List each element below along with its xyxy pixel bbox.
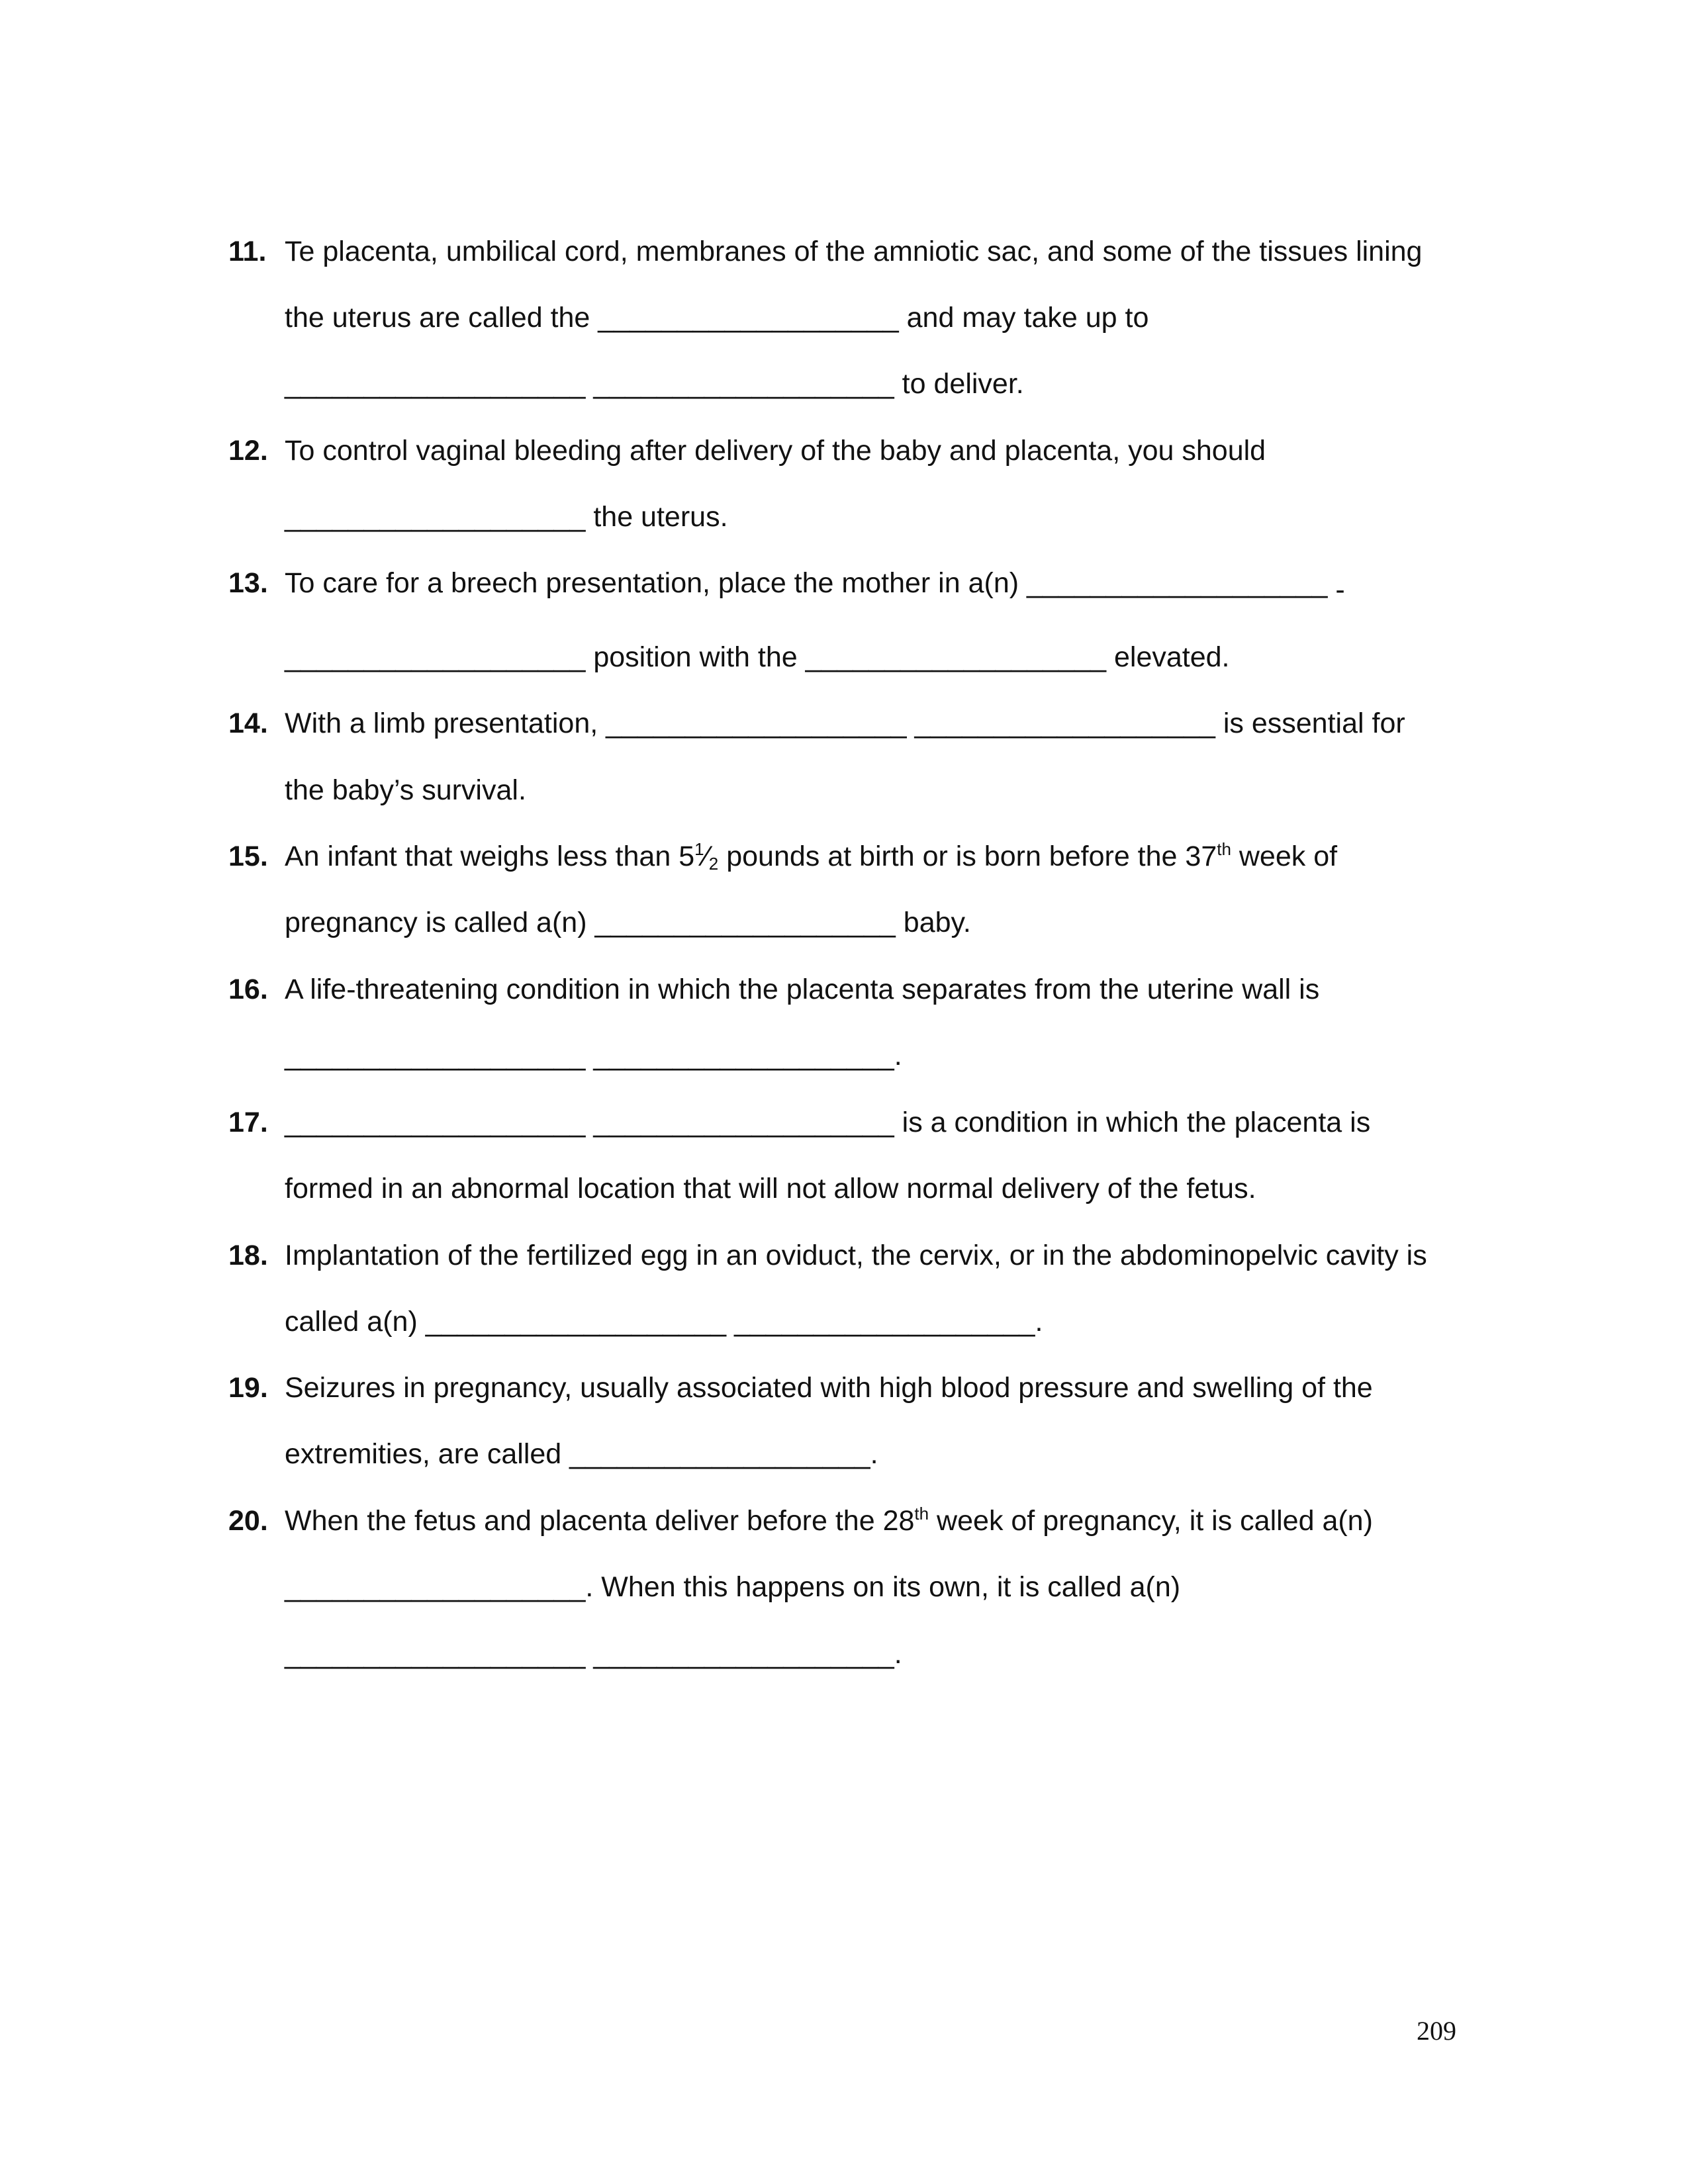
page-number: 209 (1417, 2016, 1456, 2046)
answer-blank[interactable]: ___________________ (593, 1638, 894, 1670)
ordinal-superscript: th (914, 1504, 929, 1524)
answer-blank[interactable]: ___________________ (285, 641, 586, 673)
question-number: 15. (228, 841, 268, 872)
question-text: the baby’s survival. (285, 774, 526, 806)
question-text: pregnancy is called a(n) ___________________ baby. (285, 907, 971, 938)
question-text: To control vaginal bleeding after delivery of the baby and placenta, you should (285, 435, 1266, 467)
question-text: the uterus are called the ___________________ and may take up to (285, 302, 1149, 334)
question-number: 16. (228, 974, 268, 1005)
question-number: 17. (228, 1107, 268, 1138)
answer-blank[interactable]: ___________________ (593, 1107, 894, 1138)
answer-blank[interactable]: ___________________ (285, 1040, 586, 1071)
answer-blank[interactable]: ___________________ (598, 302, 899, 334)
ordinal-superscript: th (1217, 839, 1231, 859)
fraction-denominator: 2 (708, 854, 719, 874)
answer-blank[interactable]: ___________________ (425, 1306, 727, 1338)
question-text: formed in an abnormal location that will not allow normal delivery of the fetus. (285, 1173, 1256, 1205)
question-number: 14. (228, 707, 268, 739)
question-text: extremities, are called ___________________. (285, 1438, 878, 1470)
answer-blank[interactable]: ___________________ (1027, 567, 1328, 599)
question-number: 18. (228, 1240, 268, 1271)
answer-blank[interactable]: ___________________ (734, 1306, 1035, 1338)
answer-blank[interactable]: ___________________ (914, 707, 1215, 739)
question-text: ___________________ the uterus. (285, 501, 728, 533)
fraction-numerator: 1 (694, 839, 704, 859)
question-text: ___________________ position with the ___________________ elevated. (285, 641, 1230, 673)
answer-blank[interactable]: ___________________ (285, 1107, 586, 1138)
question-text: To care for a breech presentation, place the mother in a(n) ___________________ - (285, 567, 1345, 606)
question-text: ___________________ ___________________ is a condition in which the placenta is (285, 1107, 1371, 1138)
answer-blank[interactable]: ___________________ (805, 641, 1107, 673)
question-text: An infant that weighs less than $5^1⁄2$ pounds at birth or is born before the 37th week of (285, 839, 1338, 874)
answer-blank[interactable]: ___________________ (569, 1438, 870, 1470)
question-number: 12. (228, 435, 268, 467)
answer-blank[interactable]: ___________________ (285, 501, 586, 533)
question-text: called a(n) ___________________ ___________________. (285, 1306, 1043, 1338)
answer-blank[interactable]: ___________________ (606, 707, 907, 739)
answer-blank[interactable]: ___________________ (593, 368, 894, 400)
question-text: With a limb presentation, ___________________ ___________________ is essential for (285, 707, 1405, 739)
question-text: ___________________. When this happens on its own, it is called a(n) (285, 1571, 1181, 1603)
question-number: 19. (228, 1372, 268, 1404)
answer-blank[interactable]: ___________________ (594, 907, 896, 938)
question-number: 20. (228, 1505, 268, 1537)
answer-blank[interactable]: ___________________ (285, 1638, 586, 1670)
fraction-slash: ⁄ (704, 841, 709, 872)
question-text: A life-threatening condition in which the placenta separates from the uterine wall is (285, 974, 1320, 1005)
answer-blank[interactable]: ___________________ (593, 1040, 894, 1071)
question-text: Seizures in pregnancy, usually associated with high blood pressure and swelling of the (285, 1372, 1373, 1404)
question-number: 13. (228, 567, 268, 599)
answer-blank[interactable]: ___________________ (285, 1571, 586, 1603)
question-text: ___________________ ___________________ to deliver. (285, 368, 1024, 400)
question-text: ___________________ ___________________. (285, 1040, 902, 1071)
question-text: Te placenta, umbilical cord, membranes of the amniotic sac, and some of the tissues lining (285, 236, 1423, 267)
question-text: Implantation of the fertilized egg in an oviduct, the cervix, or in the abdominopelvic cavity is (285, 1240, 1427, 1271)
question-number: 11. (228, 236, 267, 267)
answer-blank[interactable]: ___________________ (285, 368, 586, 400)
question-text: ___________________ ___________________. (285, 1638, 902, 1670)
question-text: When the fetus and placenta deliver before the 28th week of pregnancy, it is called a(n) (285, 1504, 1373, 1537)
